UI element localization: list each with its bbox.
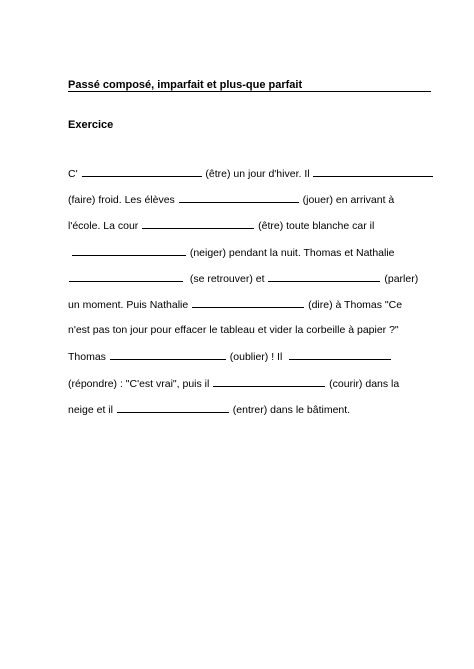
exercise-line	[68, 297, 402, 312]
fill-in-blank[interactable]	[117, 402, 229, 413]
exercise-line	[68, 376, 399, 391]
exercise-text-segment: (faire) froid. Les élèves	[68, 194, 178, 207]
document-title: Passé composé, imparfait et plus-que parfait	[68, 79, 303, 91]
exercise-line	[68, 245, 395, 260]
section-heading: Exercice	[68, 119, 114, 131]
fill-in-blank[interactable]	[289, 349, 391, 360]
exercise-line	[68, 349, 392, 364]
exercise-line	[68, 323, 399, 337]
fill-in-blank[interactable]	[179, 192, 299, 203]
fill-in-blank[interactable]	[110, 349, 226, 360]
exercise-text-segment: (être) toute blanche car il	[255, 220, 375, 233]
exercise-text-segment	[68, 247, 71, 259]
exercise-text-segment: (répondre) : "C'est vrai", puis il	[68, 377, 213, 390]
exercise-text-segment: (courir) dans la	[326, 377, 400, 390]
exercise-text-segment: (parler)	[381, 272, 419, 285]
exercise-text-segment: (jouer) en arrivant à	[299, 194, 395, 207]
exercise-text-segment: (être) un jour d'hiver. Il	[202, 168, 313, 180]
exercise-line	[68, 218, 374, 233]
fill-in-blank[interactable]	[82, 166, 202, 177]
fill-in-blank[interactable]	[72, 245, 186, 256]
title-underline-rule	[68, 91, 431, 92]
exercise-text-segment: (se retrouver) et	[184, 272, 268, 285]
fill-in-blank[interactable]	[192, 297, 304, 308]
exercise-text-segment: (entrer) dans le bâtiment.	[229, 403, 351, 416]
fill-in-blank[interactable]	[313, 166, 433, 177]
exercise-text-segment: C'	[68, 168, 81, 180]
exercise-line	[68, 402, 350, 417]
fill-in-blank[interactable]	[268, 271, 380, 282]
exercise-line	[68, 192, 394, 207]
exercise-text-segment: n'est pas ton jour pour effacer le tableau et vider la corbeille à papier ?"	[68, 324, 399, 337]
exercise-line	[68, 166, 434, 181]
exercise-text-segment: (neiger) pendant la nuit. Thomas et Nathalie	[186, 246, 395, 259]
exercise-text-segment: neige et il	[68, 403, 116, 416]
fill-in-blank[interactable]	[213, 376, 325, 387]
fill-in-blank[interactable]	[69, 271, 183, 282]
exercise-text-segment: (dire) à Thomas "Ce	[305, 299, 403, 311]
fill-in-blank[interactable]	[142, 218, 254, 229]
exercise-text-segment: Thomas	[68, 351, 109, 364]
exercise-line	[68, 271, 418, 286]
exercise-text-segment: l'école. La cour	[68, 220, 142, 233]
exercise-text-segment: (oublier) ! Il	[226, 351, 289, 364]
exercise-text-segment: un moment. Puis Nathalie	[68, 299, 192, 311]
